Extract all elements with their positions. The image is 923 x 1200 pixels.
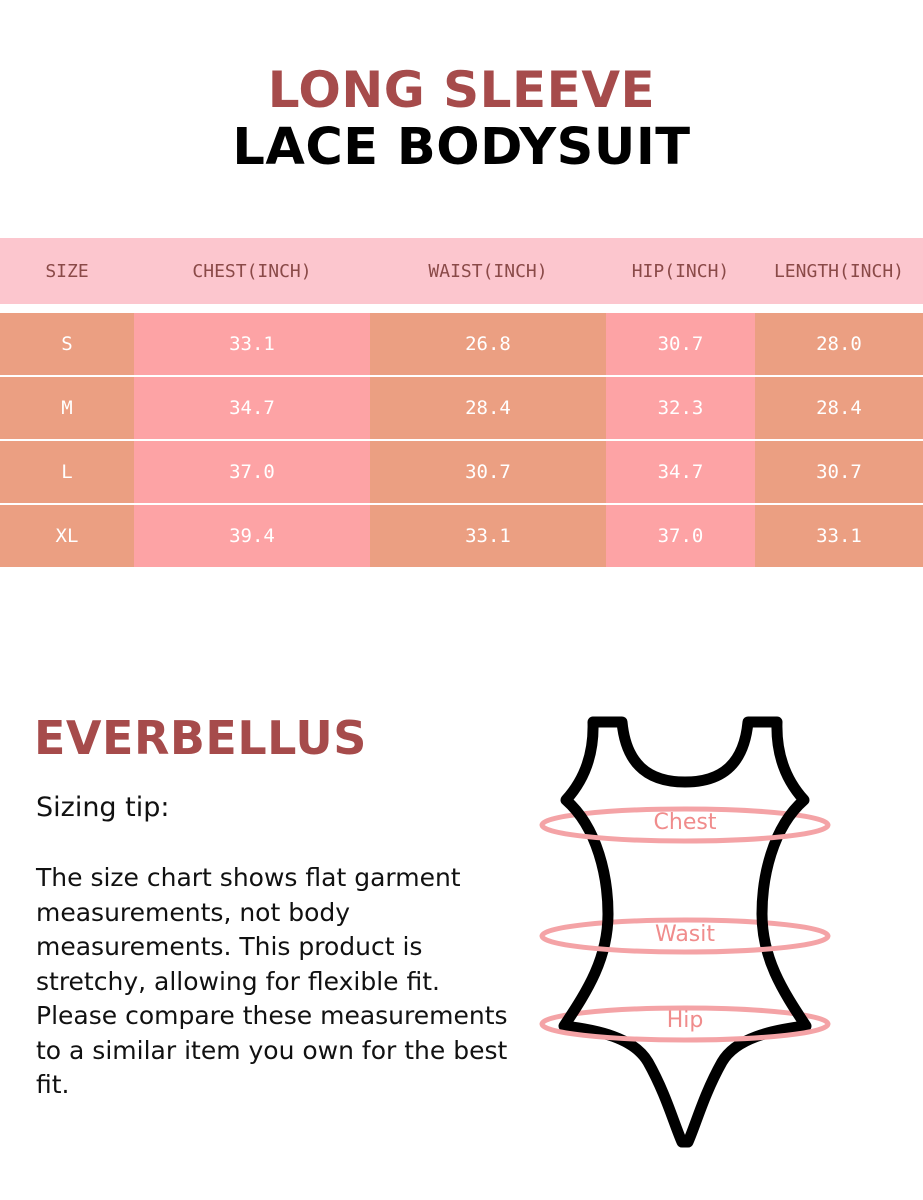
column-header-hip: HIP(INCH)	[606, 238, 755, 309]
sizing-tip-text: The size chart shows flat garment measurements, not body measurements. This product is stretchy, allowing for flexible fit. Please compare these measurements to a similar item you own for the best fit.	[36, 863, 508, 1099]
size-chart-table	[0, 238, 923, 569]
size-cell: XL	[0, 504, 134, 568]
waist-cell: 30.7	[370, 440, 606, 504]
column-header-waist: WAIST(INCH)	[370, 238, 606, 309]
waist-label: Wasit	[654, 922, 716, 947]
table-row	[0, 504, 923, 568]
table-row	[0, 309, 923, 377]
hip-cell: 30.7	[606, 309, 755, 377]
chest-cell: 33.1	[134, 309, 370, 377]
size-cell: S	[0, 309, 134, 377]
title-line-1: LONG SLEEVE	[267, 61, 656, 119]
length-cell: 28.4	[755, 376, 923, 440]
waist-cell: 33.1	[370, 504, 606, 568]
hip-cell: 32.3	[606, 376, 755, 440]
chest-label: Chest	[653, 810, 717, 835]
chest-cell: 37.0	[134, 440, 370, 504]
bodysuit-diagram	[530, 708, 840, 1158]
size-cell: L	[0, 440, 134, 504]
column-header-chest: CHEST(INCH)	[134, 238, 370, 309]
length-cell: 30.7	[755, 440, 923, 504]
waist-cell: 28.4	[370, 376, 606, 440]
hip-cell: 37.0	[606, 504, 755, 568]
length-cell: 28.0	[755, 309, 923, 377]
length-cell: 33.1	[755, 504, 923, 568]
size-cell: M	[0, 376, 134, 440]
table-header-row	[0, 238, 923, 309]
column-header-size: SIZE	[0, 238, 134, 309]
table-row	[0, 376, 923, 440]
table-row	[0, 440, 923, 504]
chest-cell: 39.4	[134, 504, 370, 568]
chest-cell: 34.7	[134, 376, 370, 440]
hip-label: Hip	[666, 1008, 704, 1033]
column-header-length: LENGTH(INCH)	[755, 238, 923, 309]
brand-name: EVERBELLUS	[34, 711, 367, 765]
waist-cell: 26.8	[370, 309, 606, 377]
hip-cell: 34.7	[606, 440, 755, 504]
title-line-2: LACE BODYSUIT	[232, 118, 691, 177]
sizing-tip-label: Sizing tip:	[36, 792, 170, 823]
